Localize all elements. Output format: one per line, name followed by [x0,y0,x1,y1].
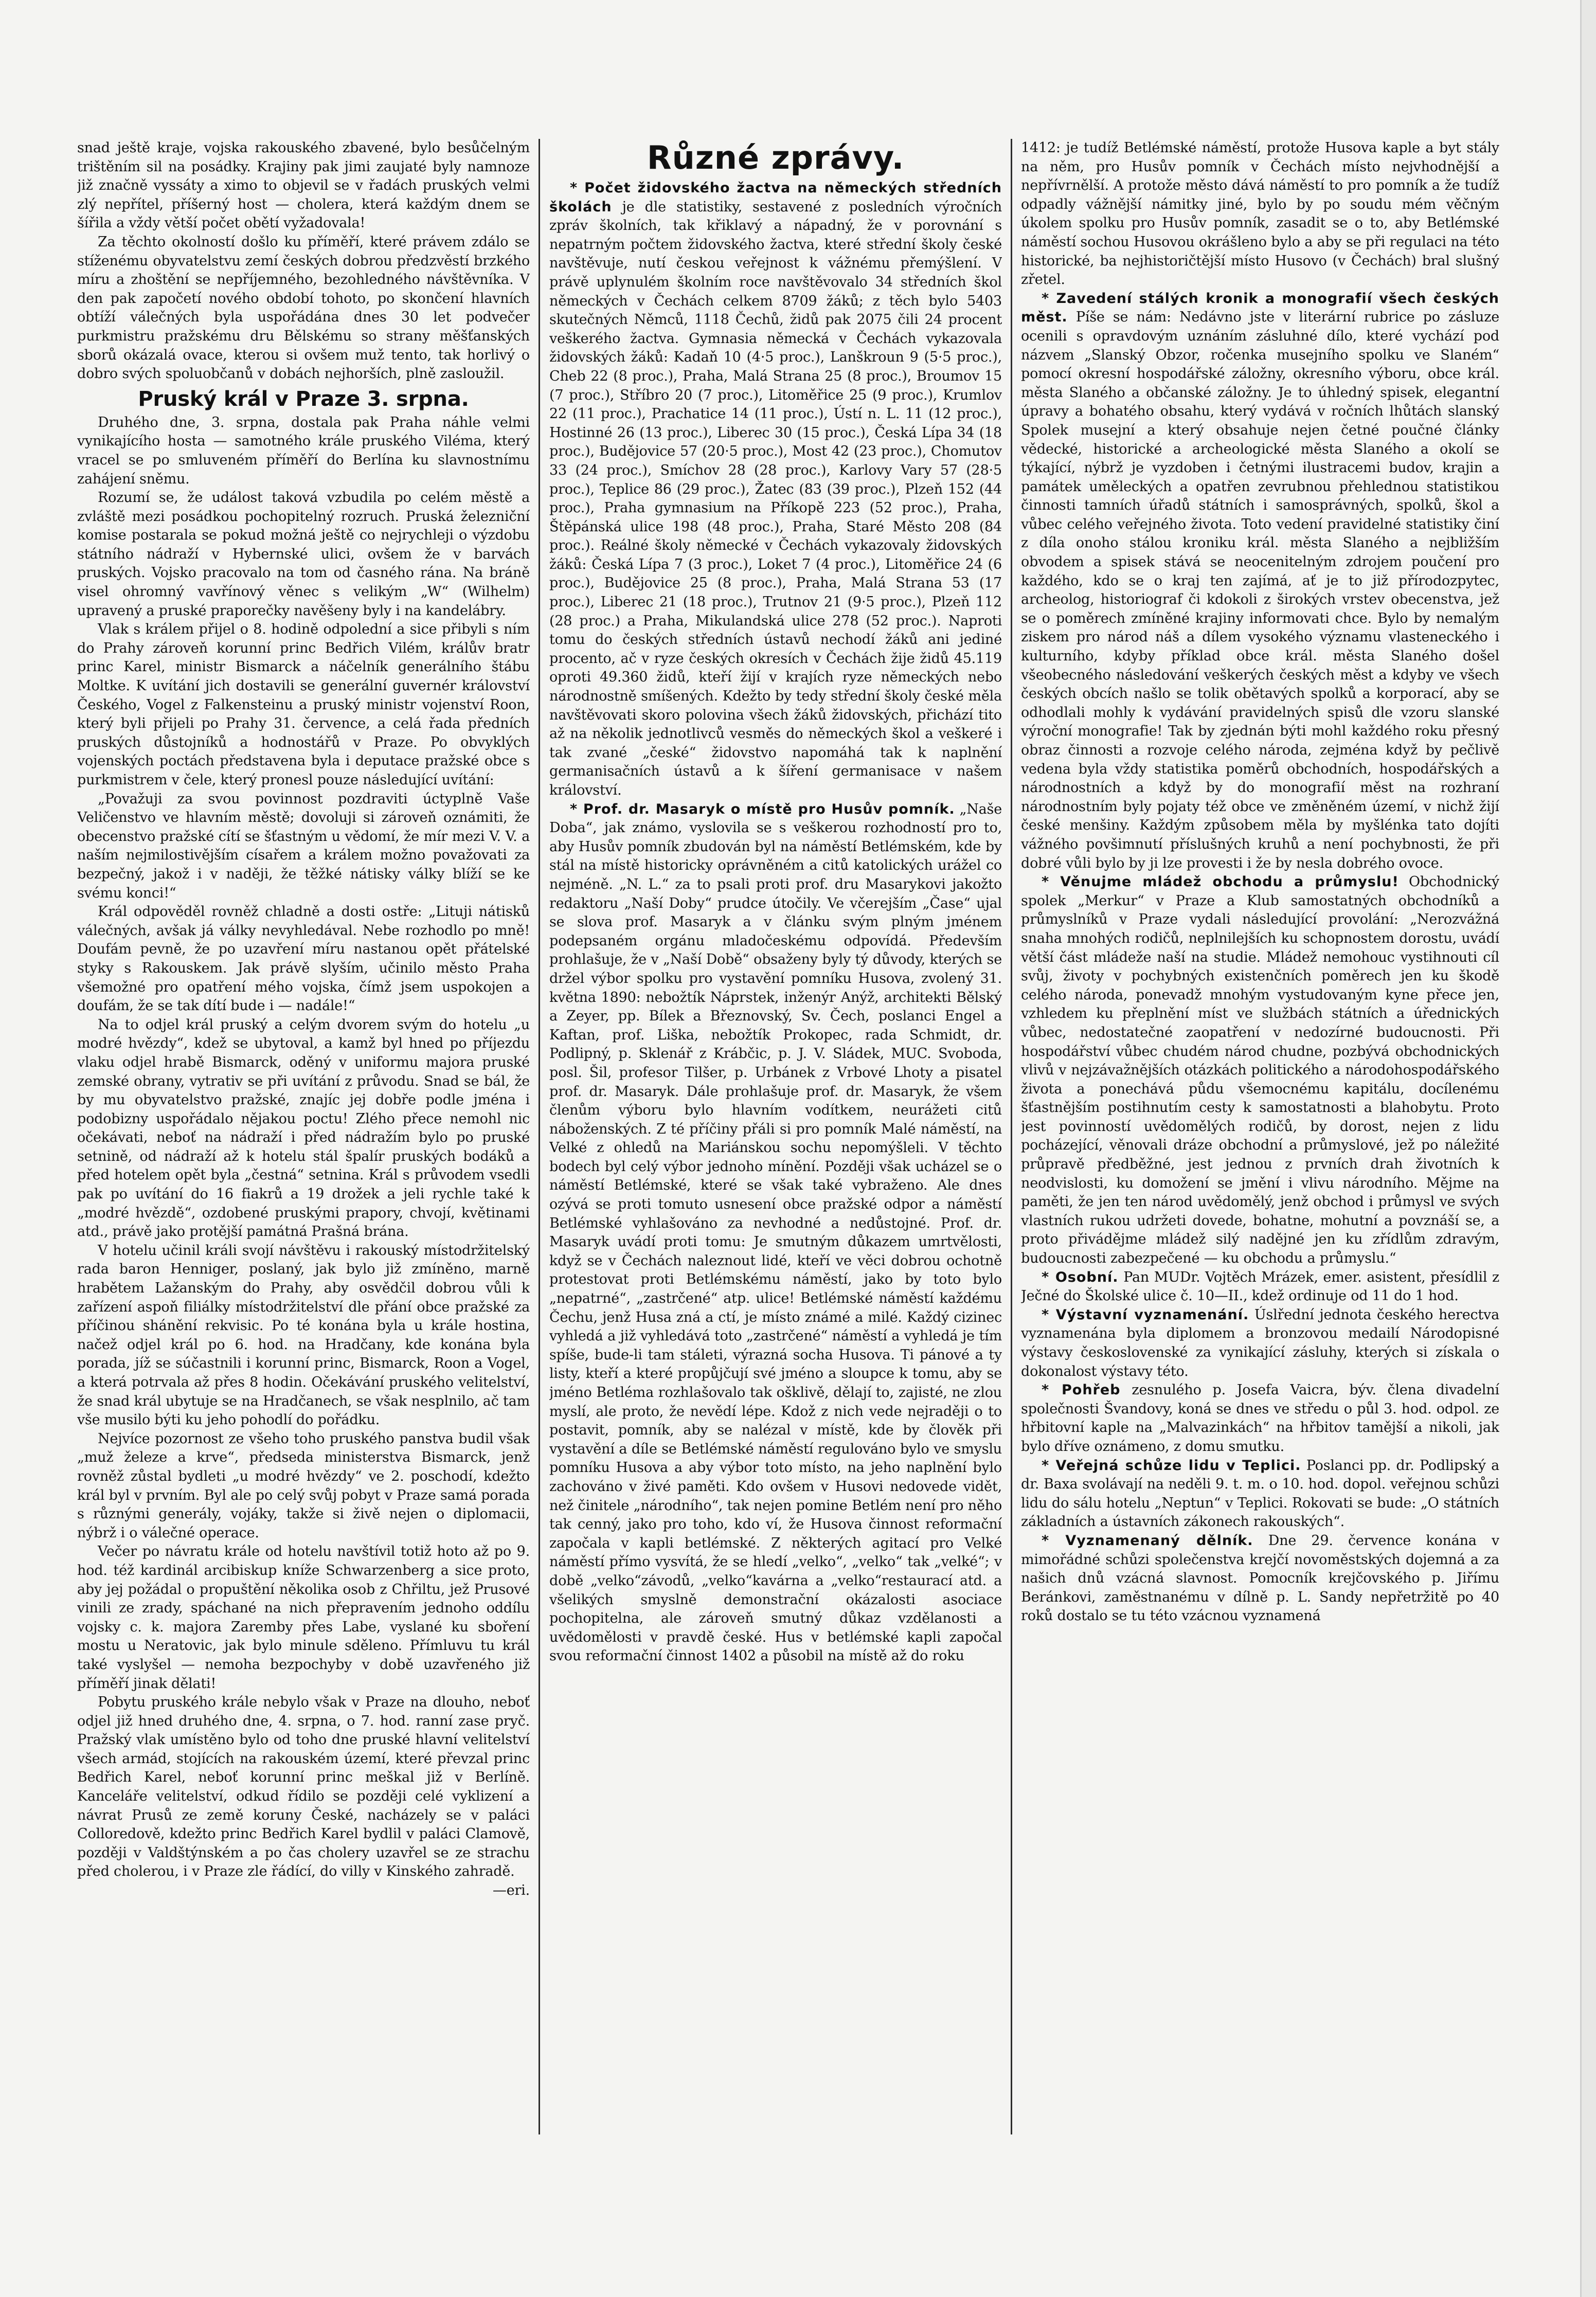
paragraph: Nejvíce pozornost ze všeho toho pruského panstva budil však „muž železe a krve“, předseda ministerstva Bismarck, jenž rovněž zůstal bydleti „u modré hvězdy“ ve 2. poschodí, kdežto král byl v prvním. Byl ale po celý svůj pobyt v Praze samá porada s různými generály, vojáky, takže si živě nejen o diplomacii, nýbrž i o válečné operace. [77,1430,530,1541]
news-item-lead: * Zavedení stálých kronik a monografií všech českých měst. [1021,290,1499,326]
news-item-body: Úslřední jednota českého herectva vyznamenána byla diplomem a bronzovou medailí Národopisné výstavy československé za vynikající zásluhy, kterých si získala o dokonalost výstavy této. [1021,1306,1499,1379]
news-item-lead: * Prof. dr. Masaryk o místě pro Husův pomník. [570,801,955,817]
paragraph: Druhého dne, 3. srpna, dostala pak Praha náhle velmi vynikajícího hosta — samotného krále pruského Viléma, který vracel se po smluveném příměří do Berlína ku slavnostnímu zahájení sněmu. [77,414,530,487]
paragraph: Večer po návratu krále od hotelu navštívil totiž hoto až po 9. hod. též kardinál arcibiskup kníže Schwarzenberg a sice proto, aby jej požádal o propuštění několika osob z Chřiltu, jež Prusové vinili ze zrady, spáchané na nich přepravením jednoho oddílu vojsky c. k. majora Zaremby přes Labe, vyslané ku sboření mostu u Neratovic, jak bylo minule sděleno. Přímluvu tu král také vyslyšel — nemoha bezpochyby v době uzavřeného již příměří jinak dělati! [77,1544,530,1692]
news-item-body: zesnulého p. Josefa Vaicra, býv. člena divadelní společnosti Švandovy, koná se dnes ve středu o půl 3. hod. odpol. ze hřbitovní kaple na „Malvazinkách“ na hřbitov tamější a nikoli, jak bylo dříve oznámeno, z domu smutku. [1021,1382,1499,1455]
paragraph: Na to odjel král pruský a celým dvorem svým do hotelu „u modré hvězdy“, kdež se ubytoval, a kamž byl hned po příjezdu vlaku odjel hrabě Bismarck, oděný v uniformu majora pruské zemské obrany, vytrativ se při uvítání z průvodu. Snad se bál, že by mu obyvatelstvo pražské, znajíc jej dobře podle jména i podobizny uspořádalo nějakou poctu! Zlého přece nemohl nic očekávati, neboť na nádraží i před nádražím bylo po pruské setnině, od nádraží až k hotelu stál špalír pruských bodáků a před hotelem opět byla „čestná“ setnina. Král s průvodem vsedli pak po uvítání do 16 fiakrů a 19 drožek a jeli rychle také k „modré hvězdě“, ozdobené pruskými prapory, chvojí, květinami atd., právě jako protější památná Prašná brána. [77,1016,530,1240]
news-item [549,179,1002,800]
paragraph: Rozumí se, že událost taková vzbudila po celém městě a zvláště mezi posádkou pochopitelný rozruch. Pruská železniční komise postarala se pokud možná ještě co nejrychleji o výzdobu státního nádraží v Hybernské ulici, ovšem že v barvách pruských. Vojsko pracovalo na tom od časného rána. Na bráně visel ohromný vavřínový věnec s velikým „W“ (Wilhelm) upravený a pruské praporečky navěšeny byly i na kandelábry. [77,490,530,619]
news-item-body: „Naše Doba“, jak známo, vyslovila se s veškerou rozhodností pro to, aby Husův pomník zbudován byl na náměstí Betlémském, kde by stál na místě historicky oprávněném a citů katolických urážel co nejméně. „N. L.“ za to psali proti prof. dru Masarykovi jakožto redaktoru „Naší Doby“ prudce útočily. Ve včerejším „Čase“ ujal se slova prof. Masaryk a v článku svým plným jménem podepsaném orgánu mladočeskému odpovídá. Především prohlašuje, že v „Naší Době“ obsaženy byly tý důvody, kterých se držel výbor spolku pro vystavění pomníku Husova, zvolený 31. května 1890: nebožtík Náprstek, inženýr Anýž, architekti Bělský a Zeyer, pp. Bílek a Březnovský, Sv. Čech, poslanci Engel a Kaftan, prof. Liška, nebožtík Prokopec, rada Schmidt, dr. Podlipný, p. Sklenář z Krábčic, p. J. V. Sládek, MUC. Svoboda, posl. Šil, profesor Tilšer, p. Urbánek z Vrbové Lhoty a pisatel prof. dr. Masaryk. Dále prohlašuje prof. dr. Masaryk, že všem členům výboru bylo hlavním vodítkem, neurážeti citů náboženských. Z té příčiny přáli si pro pomník Malé náměstí, na Velké z ohledů na Mariánskou sochu nepomýšleli. V těchto bodech byl celý výbor jednoho mínění. Později však ucházel se o náměstí Betlémské, které se však také vybraženo. Ale dnes ozývá se proti tomuto usnesení obce pražské odpor a náměstí Betlémské vyhlašováno za nevhodné a nedůstojné. Prof. dr. Masaryk uvádí proti tomu: Je smutným důkazem umrtvělosti, když se v Čechách naleznout lidé, kteří ve věci dobrou ochotně protestovat proti Betlémskému náměstí, jako by toto bylo „nepatrné“, „zastrčené“ atp. ulice! Betlémské náměstí každému Čechu, jenž Husa zná a ctí, je místo známé a milé. Každý cizinec vyhledá a již vyhledává toto „zastrčené“ náměstí a vyhledá je tím spíše, bude-li tam stáleti, výrazná socha Husova. Ti pánové a ty listy, kteří a které propůjčují své jméno a sloupce k tomu, aby se jméno Betléma rozhlašovalo tak ošklivě, dělají to, zajisté, ne zlou myslí, ale proto, že nevědí lépe. Kdož z nich vede nejraději o to postavit, pomník, aby se nalézal v místě, kde by člověk při vystavění a díle se Betlémské náměstí regulováno bylo ve smyslu pomníku Husova a aby výbor toto místo, na jeho naplnění bylo zachováno v živé paměti. Kdo ovšem v Husovi nedovede vidět, než činitele „národního“, tak nejen pomine Betlém není pro něho tak cenný, jako pro toho, kdo ví, že Husova činnost reformační započala v kapli betlémské. Z některých agitací pro Velké náměstí přímo vysvítá, že se hledí „velko“, „velko“ tak „velké“; v době „velko“závodů, „velko“kavárna a „velko“restaurací atd. a všelikých smyslně demonstrační okázalosti asociace pochopitelna, ale zároveň smutný důkaz vzdělanosti a uvědomělosti v pravdě české. Hus v betlémské kapli započal svou reformační činnost 1402 a působil na místě až do roku [549,801,1002,1664]
paragraph: snad ještě kraje, vojska rakouského zbavené, bylo besůčelným trištěním sil na posádky. Krajiny pak jimi zaujaté byly namnoze již značně vyssáty a ximo to objevil se v řadách pruských velmi zlý nepřítel, příšerný host — cholera, která každým dnem se šířila a vždy větší počet obětí vyžadovala! [77,140,530,231]
paragraph: „Považuji za svou povinnost pozdraviti úctyplně Vaše Veličenstvo ve hlavním městě; dovoluji si zároveň oznámiti, že obecenstvo pražské cítí se šťastným u vědomí, že mír mezi V. V. a naším nejmilostivějším císařem a králem možno považovati za bezpečný, jakož i v naději, že těžké nátisky války blíží se ke svému konci!“ [77,791,530,901]
news-item-body: Pan MUDr. Vojtěch Mrázek, emer. asistent, přesídlil z Ječné do Školské ulice č. 10—II., kdež ordinuje od 11 do 1 hod. [1021,1269,1499,1304]
news-item [1021,1457,1499,1532]
paragraph: Vlak s králem přijel o 8. hodině odpolední a sice přibyli s ním do Prahy zároveň korunní princ Bedřich Vilém, králův bratr princ Karel, ministr Bismarck a náčelník generálního štábu Moltke. K uvítání jich dostavili se generální guvernér království Českého, Vogel z Falkensteinu a pruský ministr vojenství Roon, který byli přijeli po Prahy 31. července, a celá řada předních pruských důstojníků a hodnostářů v Praze. Po obvyklých vojenských poctách představena byla i deputace pražské obce s purkmistrem v čele, který pronesl pouze následující uvítání: [77,621,530,788]
news-item-body: Obchodnický spolek „Merkur“ v Praze a Klub samostatných obchodníků a průmyslníků v Praze vydali následující provolání: „Nerozvážná snaha mnohých rodičů, neplnilejších ku schopnostem dorostu, uvádí větší část mládeže naší na studie. Mládež nemohouc vystihnouti cíl svůj, životy v pochybných existenčních poměrech jen ku škodě celého národa, ponevadž mnohým vystudovaným kyne přece jen, vzhledem ku přeplnění míst ve službách státních a úřednických vůbec, nedostatečné zaopatření v nedozírné budoucnosti. Při hospodářství vůbec chudém národ chudne, pozbývá obchodnických vlivů v nejzávažnějších otázkách politického a národohospodářského života a ponechává půdu všemocnému kapitálu, docílenému šťastnějším postihnutím cesty k samostatnosti a blahobytu. Proto jest povinností uvědomělých rodičů, by dorost, nejen z lidu pocházející, věnovali dráze obchodní a průmyslové, jež po náležité průpravě předběžné, jest jednou z prvních drah životních k neodvislosti, ku domožení se jmění i vlivu národního. Mějme na paměti, že jen ten národ uvědomělý, jenž obchod i průmysl ve svých vlastních rukou udržeti dovede, bohatne, mohutní a povznáší se, a proto přivádějme mládež silý nadějné jen ku zřídlům zdravým, budoucnosti zabezpečené — ku obchodu a průmyslu.“ [1021,874,1499,1267]
news-item-body: Dne 29. července konána v mimořádné schůzi společenstva krejčí novoměstských dojemná a za našich dnů vzácná slavnost. Pomocník krejčovského p. Jiřímu Beránkovi, zaměstnanému v dílně p. L. Sandy nepřetržitě po 40 roků dostalo se tu této vzácnou vyznamená [1021,1532,1499,1624]
page-edge [1580,0,1596,2297]
paragraph: Pobytu pruského krále nebylo však v Praze na dlouho, neboť odjel již hned druhého dne, 4. srpna, o 7. hod. ranní zase pryč. Pražský vlak umístěno bylo od toho dne pruské hlavní velitelství všech armád, stojících na rakouském území, které převzal princ Bedřich Karel, neboť korunní princ meškal již v Berlíně. Kanceláře velitelství, odkud řídilo se později celé vyklizení a návrat Prusů ze země koruny České, nacházely se v paláci Colloredově, kdežto princ Bedřich Karel bydlil v paláci Clamově, později v Valdštýnském a po čas cholery uzavřel se ze strachu před cholerou, i v Praze zle řádící, do villy v Kinského zahradě. [77,1694,530,1880]
paragraph: Král odpověděl rovněž chladně a dosti ostře: „Lituji nátisků válečných, avšak já války nevyhledával. Nebe rozhodlo po mně! Doufám pevně, že po uzavření míru nastanou opět přátelské styky s Rakouskem. Jak právě slyším, učinilo město Praha všemožné pro opatření mého vojska, čímž jsem uspokojen a doufám, že se tak dítí bude i — nadále!“ [77,904,530,1014]
news-item-lead: * Vyznamenaný dělník. [1042,1532,1253,1549]
column-rule-left [539,139,540,2134]
news-item [1021,290,1499,873]
news-item [1021,1306,1499,1381]
paragraph: Za těchto okolností došlo ku příměří, které právem zdálo se stíženému obyvatelstvu zemí českých dobrou předzvěstí brzkého míru a zhoštění se nepříjemného, bezohledného návštěvníka. V den pak započetí nového období tohoto, po skončení hlavních obtíží válečných byla uspořádána dnes 30 let podvečer purkmistru pražskému dru Bělskému so strany měšťanských sborů okázalá ovace, kterou si ovšem muž tento, tak horlivý o dobro svých spoluobčanů v dobách nejhorších, plně zasloužil. [77,234,530,382]
news-item-lead: * Osobní. [1042,1269,1119,1285]
news-item-lead: * Počet židovského žactva na německých středních školách [549,180,1002,215]
news-item [1021,1268,1499,1306]
news-item [1021,1532,1499,1626]
column-2 [549,139,1002,2134]
news-item-lead: * Pohřeb [1042,1382,1121,1398]
news-item-body: je dle statistiky, sestavené z posledních výročních zpráv školních, tak křiklavý a nápadný, že v porovnání s nepatrným počtem židovského žactva, které střední školy české navštěvuje, nutí českou veřejnost k vážnému přemýšlení. V právě uplynulém školním roce navštěvovalo 34 středních škol německých v Čechách celkem 8709 žáků; z těch bylo 5403 skutečných Němců, 1118 Čechů, židů pak 2075 čili 24 procent veškerého žactva. Gymnasia německá v Čechách vykazovala židovských žáků: Kadaň 10 (4·5 proc.), Lanškroun 9 (5·5 proc.), Cheb 22 (8 proc.), Praha, Malá Strana 25 (8 proc.), Broumov 15 (7 proc.), Stříbro 20 (7 proc.), Litoměřice 25 (9 proc.), Krumlov 22 (11 proc.), Prachatice 14 (11 proc.), Ústí n. L. 11 (12 proc.), Hostinné 26 (13 proc.), Liberec 30 (15 proc.), Česká Lípa 34 (18 proc.), Budějovice 57 (20·5 proc.), Most 42 (23 proc.), Chomutov 33 (24 proc.), Smíchov 28 (28 proc.), Karlovy Vary 57 (28·5 proc.), Teplice 86 (29 proc.), Žatec (83 (39 proc.), Plzeň 152 (44 proc.), Praha gymnasium na Příkopě 223 (52 proc.), Praha, Štěpánská ulice 198 (48 proc.), Praha, Staré Město 208 (84 proc.). Reálné školy německé v Čechách vykazovaly židovských žáků: Česká Lípa 7 (3 proc.), Loket 7 (4 proc.), Litoměřice 24 (6 proc.), Budějovice 25 (8 proc.), Praha, Malá Strana 53 (17 proc.), Liberec 21 (18 proc.), Trutnov 21 (9·5 proc.), Plzeň 112 (28 proc.) a Praha, Mikulandská ulice 278 (52 proc.). Naproti tomu do českých středních ústavů nechodí žáků ani jediné procento, ač v ryze českých okresích v Čechách žije židů 45.119 oproti 49.360 židů, kteří žijí v krajích ryze německých nebo národnostně smíšených. Kdežto by tedy střední školy české měla navštěvovati skoro polovina všech žáků židovských, přichází tito až na několik jednotlivců vesměs do německých škol a veškeré i tak zvané „české“ židovstvo napomáhá tak k naplnění germanisačních ústavů a k šíření germanisace v našem království. [549,199,1002,798]
news-item [549,800,1002,1666]
article-heading: Pruský král v Praze 3. srpna. [138,387,469,411]
article-signature: —eri. [492,1882,530,1899]
column-3 [1021,139,1499,2134]
news-item [1021,873,1499,1268]
section-title: Různé zprávy. [647,139,905,176]
news-item-body: Píše se nám: Nedávno jste v literární rubrice po zásluze ocenili s opravdovým uznáním zásluhné dílo, které vychází pod názvem „Slanský Obzor, ročenka musejního spolku ve Slaném“ pomocí okresní hospodářské záložny, okresního výboru, obce král. města Slaného a občanské záložny. Je to úhledný spisek, elegantní úpravy a bohatého obsahu, který vydává v ročních lhůtách slanský Spolek musejní a který obsahuje nejen četné poučné články vědecké, historické a archeologické města Slaného a okolí se týkající, nýbrž je vyzdoben i četnými ilustracemi budov, krajin a památek uměleckých a opatřen zevrubnou přehlednou statistikou činnosti tamních úřadů státních i samosprávných, spolků, škol a vůbec celého veřejného života. Toto vedení pravidelné statistiky činí z díla onoho stálou kroniku král. města Slaného a nejbližším obvodem a spisek stává se neocenitelným zdrojem poučení pro každého, kdo se o kraj ten zajímá, ať je to již přírodozpytec, archeolog, historiograf či kdokoli z širokých vrstev obecenstva, jež se o poměrech zmíněné krajiny informovati chce. Bylo by nemalým ziskem pro národ náš a dílem vysokého významu vlasteneckého i kulturního, kdyby příklad obce král. města Slaného došel všeobecného následování veškerých českých měst a kdyby ve všech českých obcích našlo se tolik obětavých spolků a korporací, aby se odhodlali mohly k vydávání pravidelných spisů dle vzoru slanské výroční monografie! Tak by zjednán býti mohl každého roku přesný obraz činnosti a rozvoje celého národa, zejména když by pečlivě vedena byla vždy statistika poměrů obchodních, hospodářských a národnostních a když by do monografií měst na rozhraní národnostním byly pojaty též obce ve změněném území, v nichž žijí české menšiny. Každým způsobem měla by myšlénka tato dojíti vážného povšimnutí příslušných kruhů a není pochybnosti, že při dobré vůli bylo by ji lze provesti i že by nesla dobrého ovoce. [1021,309,1499,871]
news-item-lead: * Výstavní vyznamenání. [1042,1306,1249,1323]
news-item-lead: * Věnujme mládež obchodu a průmyslu! [1042,874,1399,890]
news-item [1021,1381,1499,1456]
column-rule-right [1011,139,1012,2134]
paragraph: V hotelu učinil králi svojí návštěvu i rakouský místodržitelský rada baron Henniger, poslaný, jak bylo již zmíněno, marně hrabětem Lažanským do Prahy, aby osvědčil dobrou vůli k zařízení aspoň filiálky místodržitelství dle přání obce pražské za příčinou shánění rekvisic. Po té konána byla u krále hostina, načež odjel král po 6. hod. na Hradčany, kde konána byla porada, jíž se súčastnili i korunní princ, Bismarck, Roon a Vogel, a která potrvala až přes 8 hodin. Očekávání pruského velitelství, že snad král ubytuje se na Hradčanech, se však nesplnilo, ač tam vše musilo býti ku jeho pohodlí do pořádku. [77,1242,530,1428]
column-1 [77,139,530,2134]
news-item-body: Poslanci pp. dr. Podlipský a dr. Baxa svolávají na neděli 9. t. m. o 10. hod. dopol. veřejnou schůzi lidu do sálu hotelu „Neptun“ v Teplici. Rokovati se bude: „O státních základních a ústavních zákonech rakouských“. [1021,1457,1499,1530]
news-item-lead: * Veřejná schůze lidu v Teplici. [1042,1457,1301,1474]
paragraph: 1412: je tudíž Betlémské náměstí, protože Husova kaple a byt stály na něm, pro Husův pomník v Čechách místo nejvhodnější a nepřívrnělší. A protože město dává náměstí to pro pomník a že tudíž odpadly vážnější námitky jiné, bylo by po soudu mém věčným úkolem spolku pro Husův pomník, zasadit se o to, aby Betlémské náměstí sochou Husovou okrášleno bylo a aby se při regulaci na této historické, ba nejhistoričtější místo Husovo (v Čechách) bral slušný zřetel. [1021,140,1499,288]
